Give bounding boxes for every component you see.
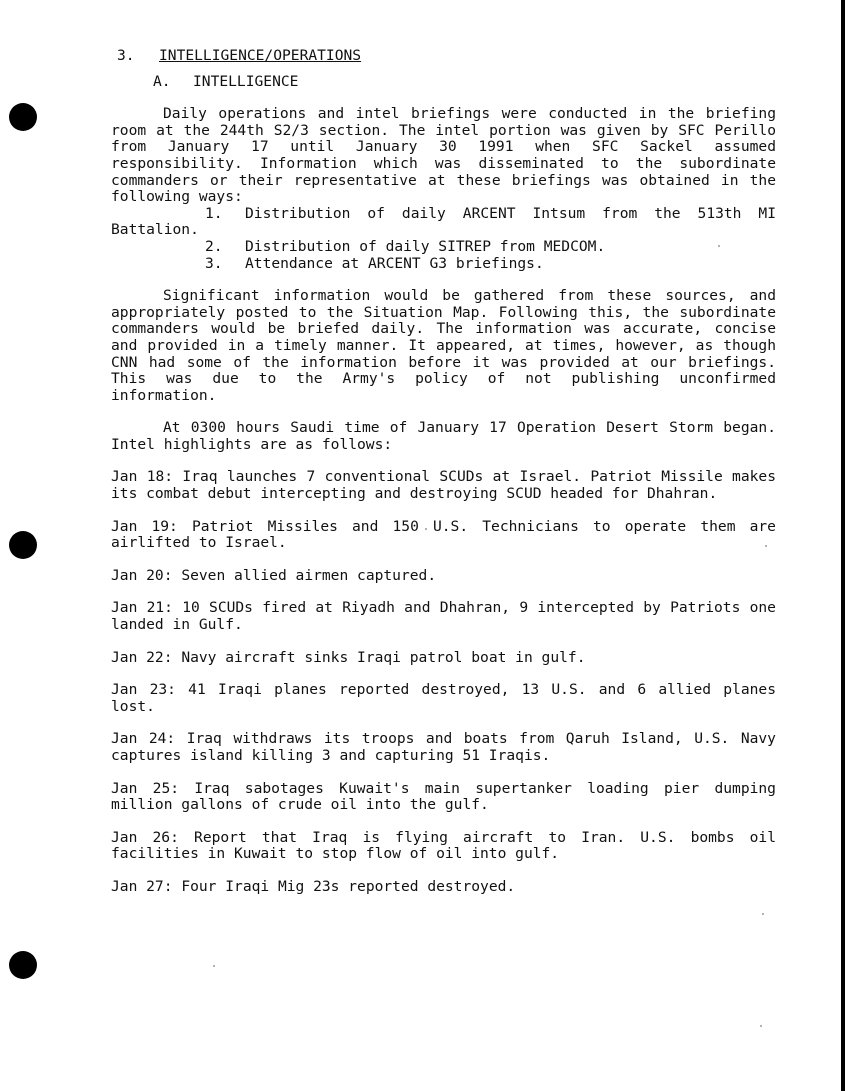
highlight-text: Patriot Missiles and 150 U.S. Technicians to operate them are airlifted to Israel.	[111, 517, 776, 552]
subsection-title: INTELLIGENCE	[193, 72, 299, 90]
highlight-text: Iraq withdraws its troops and boats from Qaruh Island, U.S. Navy captures island killing 3 and capturing 51 Iraqis.	[111, 730, 776, 764]
highlight-date: Jan 23:	[111, 681, 176, 699]
highlight-entry	[111, 781, 776, 814]
section-number: 3.	[117, 47, 135, 64]
document-body	[111, 48, 776, 912]
intro-paragraph: Daily operations and intel briefings were conducted in the briefing room at the 244th S2/3 section. The intel portion was given by SFC Perillo from January 17 until January 30 1991 when SFC Sackel assumed responsibility. Information which was disseminated to the subordinate commanders or their representative at these briefings was obtained in the following ways:	[111, 105, 776, 206]
highlight-text: 10 SCUDs fired at Riyadh and Dhahran, 9 intercepted by Patriots one landed in Gulf.	[111, 599, 776, 634]
significant-paragraph: Significant information would be gathered from these sources, and appropriately posted to the Situation Map. Following this, the subordinate commanders would be briefed daily. The information was accurate, concise and provided in a timely manner. It appeared, at times, however, as though CNN had some of the information before it was provided at our briefings. This was due to the Army's policy of not publishing unconfirmed information.	[111, 287, 776, 404]
list-item	[111, 239, 776, 256]
highlight-entry	[111, 600, 776, 633]
highlight-entry	[111, 650, 776, 667]
paragraph-gap	[111, 453, 776, 469]
highlight-entry	[111, 568, 776, 585]
highlight-entry	[111, 830, 776, 863]
highlight-entry	[111, 519, 776, 552]
highlight-date: Jan 21:	[111, 599, 173, 617]
punch-hole-bottom	[9, 951, 37, 979]
section-title: INTELLIGENCE/OPERATIONS	[159, 47, 362, 64]
list-item-number: 2.	[205, 237, 223, 255]
highlight-text: Iraq sabotages Kuwait's main supertanker loading pier dumping million gallons of crude oil into the gulf.	[111, 779, 776, 814]
sources-list	[111, 206, 776, 272]
list-item-number: 3.	[205, 254, 223, 272]
list-item-number: 1.	[205, 204, 223, 222]
highlight-entry	[111, 682, 776, 715]
highlight-date: Jan 25:	[111, 779, 180, 797]
list-item	[111, 206, 776, 239]
highlight-date: Jan 24:	[111, 730, 176, 748]
page-edge-line	[841, 0, 845, 1091]
highlight-date: Jan 18:	[111, 468, 174, 486]
highlight-date: Jan 20:	[111, 566, 173, 584]
highlight-text: Seven allied airmen captured.	[181, 566, 437, 584]
highlight-entry	[111, 879, 776, 896]
section-heading	[117, 48, 776, 65]
highlight-text: Report that Iraq is flying aircraft to Iran. U.S. bombs oil facilities in Kuwait to stop flow of oil into gulf.	[111, 828, 776, 863]
highlight-text: Iraq launches 7 conventional SCUDs at Israel. Patriot Missile makes its combat debut intercepting and destroying SCUD headed for Dhahran.	[111, 468, 776, 503]
punch-hole-middle	[9, 531, 37, 559]
highlight-entry	[111, 731, 776, 764]
highlight-date: Jan 22:	[111, 648, 173, 666]
scan-speck	[762, 913, 764, 915]
paragraph-gap	[111, 404, 776, 420]
scan-speck	[760, 1025, 762, 1027]
scan-speck	[213, 965, 215, 967]
subsection-letter: A.	[153, 72, 171, 90]
highlight-date: Jan 19:	[111, 517, 178, 535]
highlight-date: Jan 26:	[111, 828, 179, 846]
storm-paragraph: At 0300 hours Saudi time of January 17 Operation Desert Storm began. Intel highlights are as follows:	[111, 419, 776, 453]
highlight-date: Jan 27:	[111, 877, 173, 895]
punch-hole-top	[9, 103, 37, 131]
list-item	[111, 256, 776, 273]
highlight-text: Four Iraqi Mig 23s reported destroyed.	[181, 877, 516, 895]
highlight-text: Navy aircraft sinks Iraqi patrol boat in gulf.	[181, 648, 586, 666]
list-item-text: Distribution of daily SITREP from MEDCOM.	[245, 237, 606, 255]
list-item-text: Attendance at ARCENT G3 briefings.	[245, 254, 544, 272]
subsection-heading	[153, 74, 776, 91]
list-item-text: Distribution of daily ARCENT Intsum from the 513th MI Battalion.	[111, 204, 776, 239]
highlight-entry	[111, 469, 776, 502]
highlight-text: 41 Iraqi planes reported destroyed, 13 U.S. and 6 allied planes lost.	[111, 681, 776, 715]
